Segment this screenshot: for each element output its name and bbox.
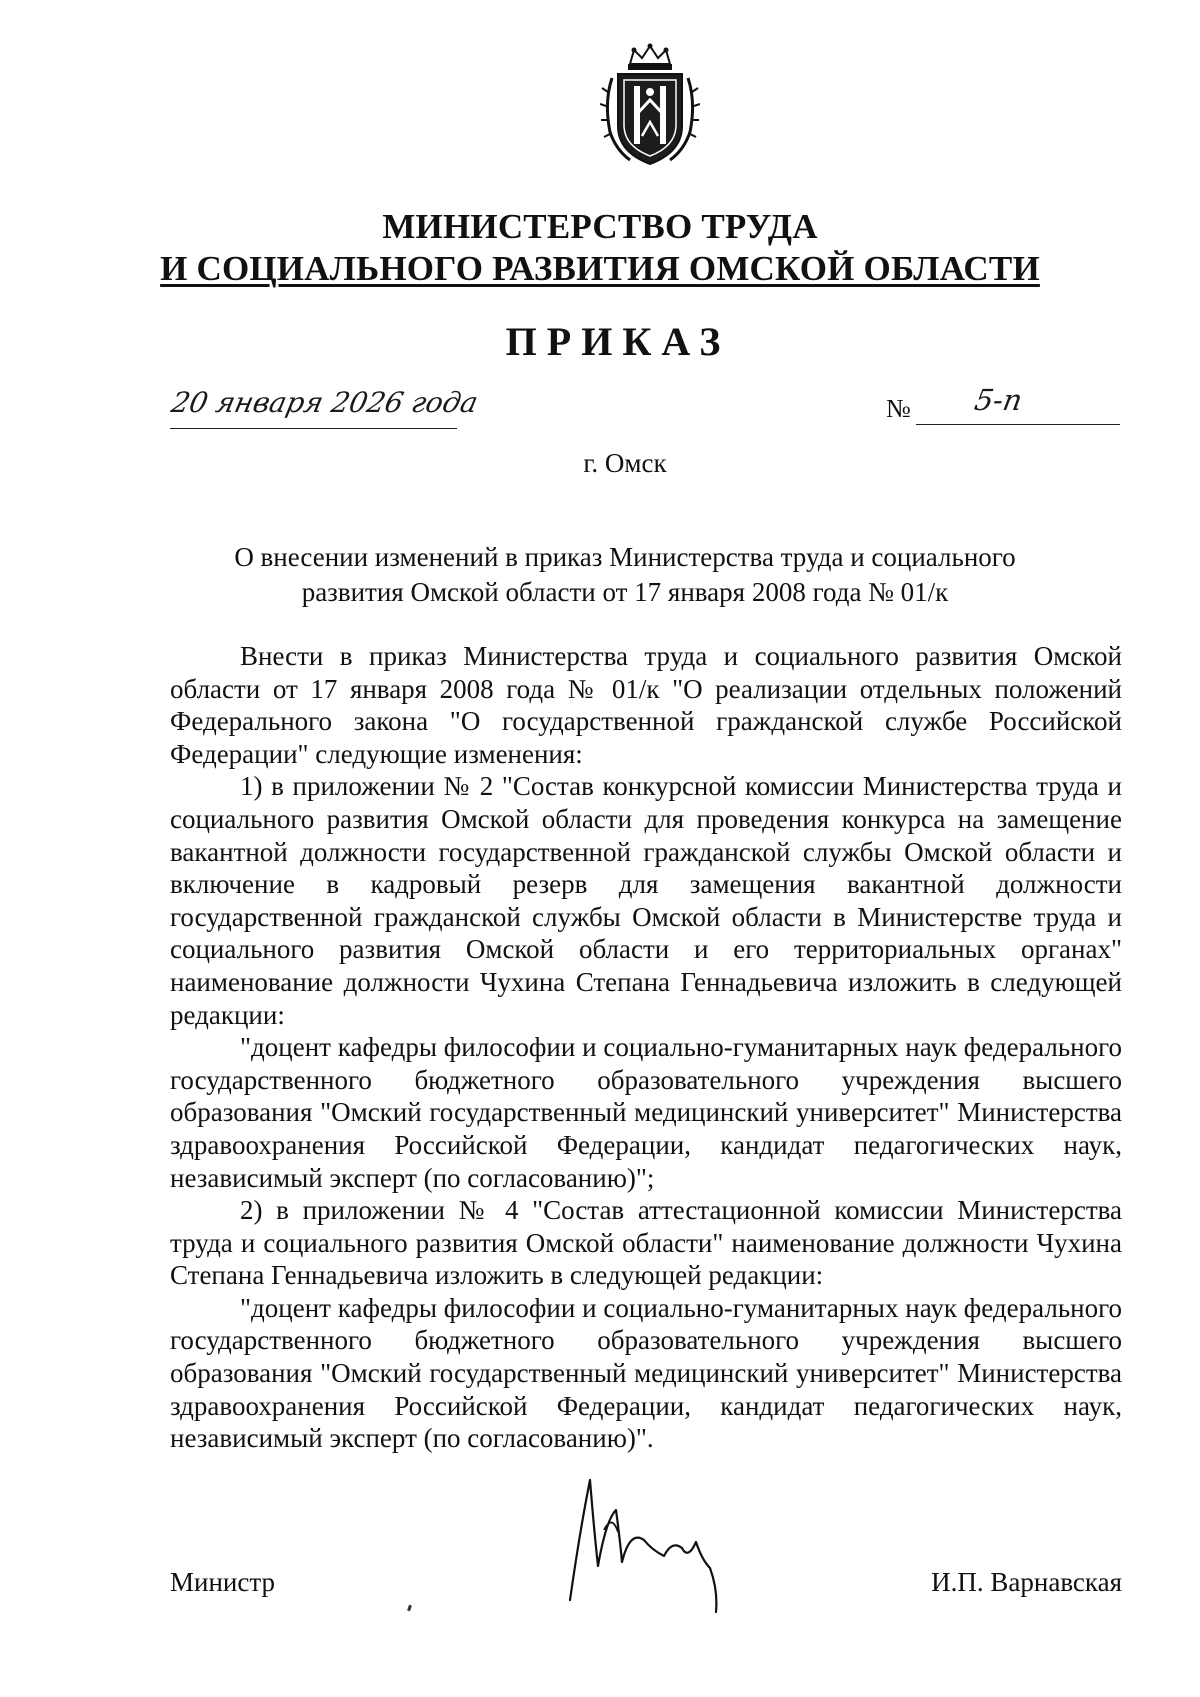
number-underline [916,424,1120,425]
subject-line2: развития Омской области от 17 января 2008 года № 01/к [301,577,949,607]
signatory-position: Министр [170,1567,275,1597]
body-paragraph: "доцент кафедры философии и социально-гуманитарных наук федерального государственного бюджетного образовательного учреждения высшего образования "Омский государственный медицинский университет" Министерства здравоохранения Российской Федерации, кандидат педагогических наук, независимый эксперт (по согласованию)". [170,1292,1122,1454]
number-label: № [886,394,911,423]
body-paragraph: "доцент кафедры философии и социально-гуманитарных наук федерального государственного бюджетного образовательного учреждения высшего образования "Омский государственный медицинский университет" Министерства здравоохранения Российской Федерации, кандидат педагогических наук, независимый эксперт (по согласованию)"; [170,1032,1122,1193]
order-date: 20 января 2026 года [168,386,481,419]
order-number: 5-п [972,383,1025,417]
body-paragraph: 2) в приложении № 4 "Состав аттестационной комиссии Министерства труда и социального развития Омской области" наименование должности Чухина Степана Геннадьевича изложить в следующей редакции: [170,1195,1122,1291]
ministry-name-line2-text: И СОЦИАЛЬНОГО РАЗВИТИЯ ОМСКОЙ ОБЛАСТИ [160,249,1040,288]
order-title: ПРИКАЗ [505,319,731,364]
order-body [170,640,1122,1455]
order-subject [0,540,1200,610]
city: г. Омск [583,448,667,478]
date-underline [170,428,457,429]
scan-speck [407,1605,412,1612]
subject-line1: О внесении изменений в приказ Министерства труда и социального [234,542,1016,572]
coat-of-arms-icon [600,42,700,170]
signatory-name: И.П. Варнавская [931,1567,1122,1597]
ministry-name-line2 [0,249,1200,289]
handwritten-signature [560,1470,745,1620]
body-paragraph: 1) в приложении № 2 "Состав конкурсной комиссии Министерства труда и социального развития Омской области для проведения конкурса на замещение вакантной должности государственной гражданской службы Омской области и включение в кадровый резерв для замещения вакантной должности государственной гражданской службы Омской области в Министерстве труда и социального развития Омской области и его территориальных органах" наименование должности Чухина Степана Геннадьевича изложить в следующей редакции: [170,771,1122,1030]
ministry-name-line1: МИНИСТЕРСТВО ТРУДА [382,207,818,246]
body-paragraph: Внести в приказ Министерства труда и социального развития Омской области от 17 января 2008 года № 01/к "О реализации отдельных положений Федерального закона "О государственной гражданской службе Российской Федерации" следующие изменения: [170,641,1122,769]
